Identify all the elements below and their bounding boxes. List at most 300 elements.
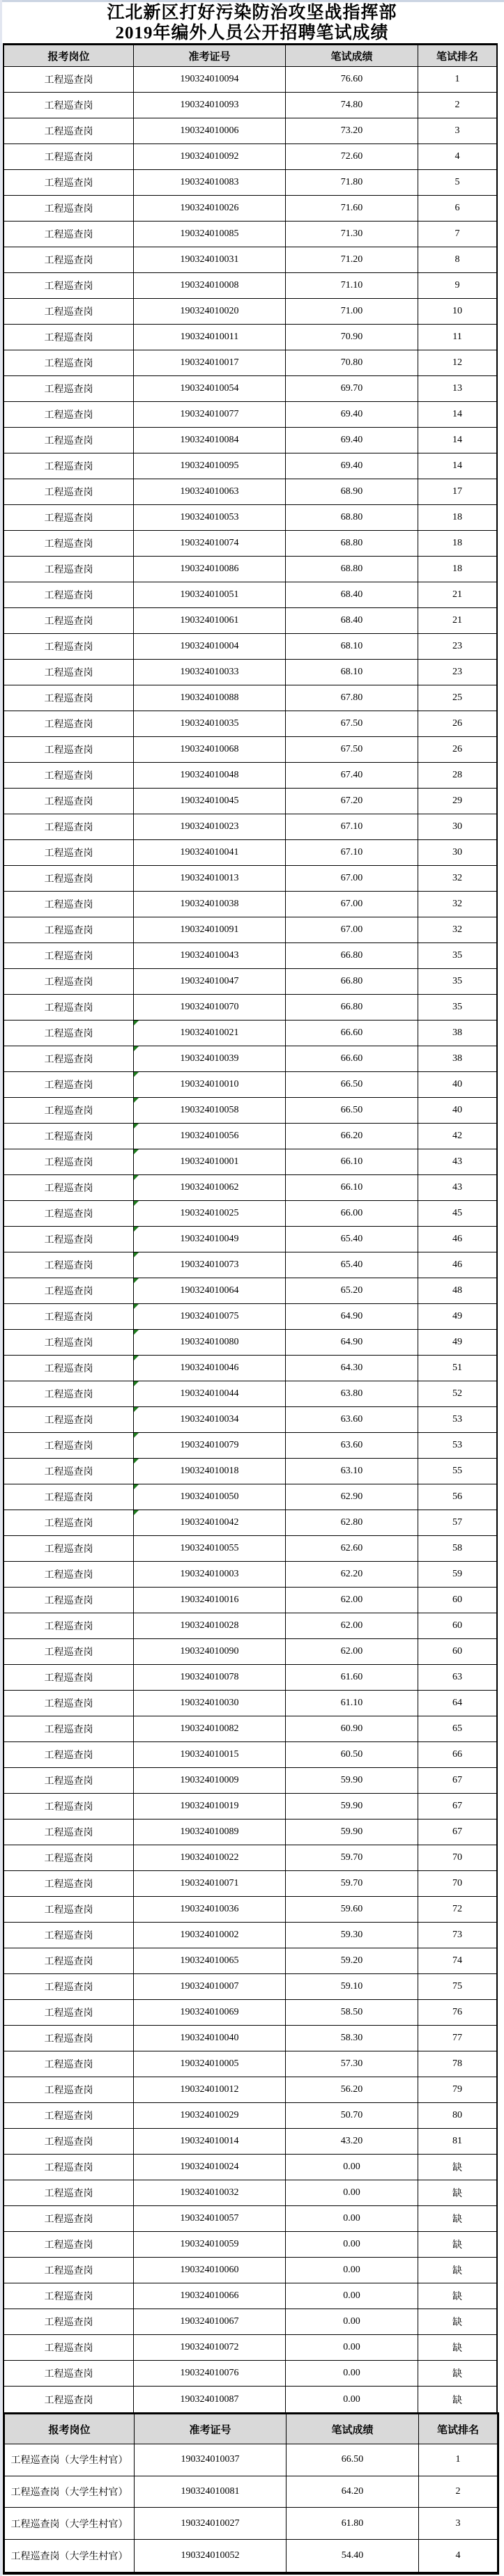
cell-position: 工程巡查岗 xyxy=(4,1330,134,1355)
cell-score: 0.00 xyxy=(286,2180,418,2205)
cell-ticket-number: 190324010061 xyxy=(134,608,286,633)
cell-ticket-number: 190324010047 xyxy=(134,969,286,994)
cell-ticket-number: 190324010029 xyxy=(134,2103,286,2128)
cell-ticket-number: 190324010060 xyxy=(134,2258,286,2283)
table-row xyxy=(4,170,496,196)
cell-rank: 60 xyxy=(452,1620,462,1631)
cell-rank: 66 xyxy=(452,1749,462,1760)
cell-score: 0.00 xyxy=(286,2387,418,2412)
cell-ticket-number: 190324010036 xyxy=(134,1897,286,1922)
cell-ticket-number: 190324010021 xyxy=(134,1021,286,1046)
cell-score: 59.60 xyxy=(286,1897,418,1922)
cell-ticket-number: 190324010012 xyxy=(134,2077,286,2102)
table-row xyxy=(4,1149,496,1175)
table-row xyxy=(4,222,496,247)
cell-position: 工程巡查岗 xyxy=(4,1072,134,1097)
cell-position: 工程巡查岗 xyxy=(4,196,134,221)
cell-position: 工程巡查岗 xyxy=(4,2232,134,2257)
cell-rank: 58 xyxy=(452,1543,462,1553)
table-row xyxy=(4,2258,496,2283)
cell-rank: 2 xyxy=(455,2486,461,2497)
cell-score: 0.00 xyxy=(286,2361,418,2386)
cell-score: 0.00 xyxy=(286,2232,418,2257)
cell-score: 71.20 xyxy=(286,247,418,272)
cell-position: 工程巡查岗 xyxy=(4,1613,134,1638)
cell-position: 工程巡查岗 xyxy=(4,2051,134,2077)
cell-score: 60.90 xyxy=(286,1716,418,1741)
cell-rank: 25 xyxy=(452,692,462,703)
title-line-2: 2019年编外人员公开招聘笔试成绩 xyxy=(115,24,389,42)
cell-position: 工程巡查岗 xyxy=(4,737,134,762)
cell-rank: 3 xyxy=(455,2517,461,2529)
cell-ticket-number: 190324010086 xyxy=(134,557,286,582)
table-row xyxy=(4,2361,496,2387)
table-row xyxy=(4,93,496,118)
cell-position: 工程巡查岗 xyxy=(4,1098,134,1123)
table-row xyxy=(4,376,496,402)
cell-error-indicator-icon xyxy=(134,1227,139,1232)
cell-ticket-number: 190324010020 xyxy=(134,299,286,324)
cell-rank: 4 xyxy=(455,2550,461,2561)
cell-score: 66.00 xyxy=(286,1201,418,1226)
cell-score: 54.40 xyxy=(287,2540,419,2572)
table-row xyxy=(4,1897,496,1923)
cell-position: 工程巡查岗 xyxy=(4,1510,134,1535)
table-row xyxy=(4,2155,496,2180)
cell-position: 工程巡查岗 xyxy=(4,479,134,504)
table-row xyxy=(5,2444,497,2476)
title-line-1: 江北新区打好污染防治攻坚战指挥部 xyxy=(107,3,397,22)
cell-score: 67.00 xyxy=(286,866,418,891)
cell-score: 67.20 xyxy=(286,789,418,814)
cell-score: 64.90 xyxy=(286,1304,418,1329)
cell-score: 66.80 xyxy=(286,969,418,994)
cell-rank: 缺 xyxy=(452,2189,462,2199)
cell-position: 工程巡查岗 xyxy=(4,582,134,607)
cell-rank: 56 xyxy=(452,1491,462,1502)
cell-position: 工程巡查岗 xyxy=(4,2335,134,2360)
cell-rank: 5 xyxy=(455,177,460,187)
cell-ticket-number: 190324010092 xyxy=(134,144,286,169)
cell-rank: 缺 xyxy=(452,2163,462,2173)
cell-score: 64.30 xyxy=(286,1356,418,1381)
table-row xyxy=(4,1871,496,1897)
cell-score: 67.40 xyxy=(286,763,418,788)
cell-position: 工程巡查岗 xyxy=(4,1948,134,1973)
table-row xyxy=(4,1407,496,1433)
cell-score: 68.40 xyxy=(286,582,418,607)
cell-ticket-number: 190324010038 xyxy=(134,892,286,917)
cell-ticket-number: 190324010043 xyxy=(134,943,286,968)
table-row xyxy=(4,1459,496,1484)
cell-position: 工程巡查岗（大学生村官） xyxy=(5,2508,135,2539)
cell-error-indicator-icon xyxy=(134,1484,139,1489)
cell-position: 工程巡查岗（大学生村官） xyxy=(5,2444,135,2476)
table-row xyxy=(4,1923,496,1948)
cell-position: 工程巡查岗 xyxy=(4,453,134,479)
cell-ticket-number: 190324010078 xyxy=(134,1665,286,1690)
cell-position: 工程巡查岗 xyxy=(4,1021,134,1046)
cell-rank: 38 xyxy=(452,1053,462,1064)
cell-rank: 46 xyxy=(452,1259,462,1270)
cell-score: 72.60 xyxy=(286,144,418,169)
table-row xyxy=(4,2283,496,2309)
cell-position: 工程巡查岗 xyxy=(4,917,134,942)
cell-score: 69.40 xyxy=(286,453,418,479)
cell-rank: 40 xyxy=(452,1079,462,1089)
cell-rank: 53 xyxy=(452,1414,462,1425)
cell-position: 工程巡查岗 xyxy=(4,660,134,685)
cell-error-indicator-icon xyxy=(134,1459,139,1464)
cell-ticket-number: 190324010032 xyxy=(134,2180,286,2205)
cell-error-indicator-icon xyxy=(134,1330,139,1335)
cell-score: 63.80 xyxy=(286,1381,418,1406)
cell-rank: 21 xyxy=(452,589,462,600)
table-row xyxy=(4,1691,496,1716)
cell-ticket-number: 190324010009 xyxy=(134,1768,286,1793)
table-row xyxy=(4,2180,496,2206)
cell-score: 59.90 xyxy=(286,1794,418,1819)
cell-rank: 67 xyxy=(452,1826,462,1837)
table-row xyxy=(5,2476,497,2508)
cell-position: 工程巡查岗 xyxy=(4,608,134,633)
cell-score: 0.00 xyxy=(286,2283,418,2309)
cell-error-indicator-icon xyxy=(134,1175,139,1180)
cell-ticket-number: 190324010046 xyxy=(134,1356,286,1381)
cell-score: 66.50 xyxy=(287,2444,419,2476)
cell-score: 62.80 xyxy=(286,1510,418,1535)
cell-position: 工程巡查岗 xyxy=(4,325,134,350)
cell-score: 65.40 xyxy=(286,1252,418,1278)
cell-rank: 缺 xyxy=(452,2395,462,2406)
table-row xyxy=(4,1046,496,1072)
cell-position: 工程巡查岗 xyxy=(4,531,134,556)
cell-position: 工程巡查岗 xyxy=(4,711,134,736)
cell-score: 59.90 xyxy=(286,1768,418,1793)
cell-rank: 13 xyxy=(452,383,462,394)
cell-score: 68.80 xyxy=(286,557,418,582)
cell-position: 工程巡查岗 xyxy=(4,1175,134,1200)
cell-position: 工程巡查岗 xyxy=(4,685,134,711)
cell-position: 工程巡查岗 xyxy=(4,1639,134,1664)
cell-rank: 11 xyxy=(452,332,462,342)
cell-ticket-number: 190324010016 xyxy=(134,1588,286,1613)
cell-rank: 1 xyxy=(455,74,460,84)
cell-position: 工程巡查岗（大学生村官） xyxy=(5,2476,135,2508)
cell-rank: 缺 xyxy=(452,2343,462,2354)
cell-score: 61.60 xyxy=(286,1665,418,1690)
cell-rank: 缺 xyxy=(452,2240,462,2251)
cell-position: 工程巡查岗 xyxy=(4,2026,134,2051)
table-row xyxy=(4,196,496,222)
table-row xyxy=(4,608,496,634)
cell-score: 0.00 xyxy=(286,2335,418,2360)
cell-ticket-number: 190324010083 xyxy=(134,170,286,195)
cell-ticket-number: 190324010063 xyxy=(134,479,286,504)
cell-ticket-number: 190324010003 xyxy=(134,1562,286,1587)
cell-rank: 49 xyxy=(452,1337,462,1347)
cell-position: 工程巡查岗 xyxy=(4,995,134,1020)
cell-ticket-number: 190324010027 xyxy=(135,2508,287,2539)
table-row xyxy=(4,943,496,969)
page-title xyxy=(0,3,504,43)
cell-rank: 17 xyxy=(452,486,462,497)
table-row xyxy=(4,2309,496,2335)
cell-position: 工程巡查岗 xyxy=(4,350,134,375)
cell-position: 工程巡查岗 xyxy=(4,763,134,788)
cell-rank: 32 xyxy=(452,899,462,909)
cell-ticket-number: 190324010085 xyxy=(134,222,286,247)
cell-rank: 6 xyxy=(455,203,460,213)
cell-position: 工程巡查岗 xyxy=(4,505,134,530)
table-row xyxy=(4,789,496,814)
cell-ticket-number: 190324010017 xyxy=(134,350,286,375)
cell-position: 工程巡查岗 xyxy=(4,969,134,994)
cell-rank: 32 xyxy=(452,924,462,935)
table-row xyxy=(4,892,496,917)
table-row xyxy=(4,1175,496,1201)
cell-position: 工程巡查岗 xyxy=(4,1820,134,1845)
cell-ticket-number: 190324010093 xyxy=(134,93,286,118)
cell-score: 68.10 xyxy=(286,660,418,685)
cell-ticket-number: 190324010019 xyxy=(134,1794,286,1819)
cell-rank: 48 xyxy=(452,1285,462,1296)
cell-score: 70.80 xyxy=(286,350,418,375)
cell-ticket-number: 190324010004 xyxy=(134,634,286,659)
cell-position: 工程巡查岗 xyxy=(4,1484,134,1510)
table-row xyxy=(4,1845,496,1871)
cell-rank: 64 xyxy=(452,1698,462,1708)
table-row xyxy=(4,737,496,763)
cell-rank: 70 xyxy=(452,1852,462,1863)
table-row xyxy=(4,1201,496,1227)
cell-score: 62.60 xyxy=(286,1536,418,1561)
cell-position: 工程巡查岗 xyxy=(4,1201,134,1226)
cell-score: 71.60 xyxy=(286,196,418,221)
cell-position: 工程巡查岗 xyxy=(4,866,134,891)
cell-score: 63.60 xyxy=(286,1407,418,1432)
cell-ticket-number: 190324010076 xyxy=(134,2361,286,2386)
results-table-village-officials xyxy=(3,2412,499,2575)
cell-position: 工程巡查岗 xyxy=(4,1124,134,1149)
cell-rank: 46 xyxy=(452,1234,462,1244)
cell-rank: 52 xyxy=(452,1388,462,1399)
table-row xyxy=(4,1794,496,1820)
table-row xyxy=(4,453,496,479)
table-row xyxy=(4,917,496,943)
cell-score: 59.90 xyxy=(286,1820,418,1845)
cell-rank: 67 xyxy=(452,1775,462,1785)
table-row xyxy=(4,2051,496,2077)
cell-score: 67.10 xyxy=(286,814,418,839)
cell-score: 56.20 xyxy=(286,2077,418,2102)
cell-position: 工程巡查岗 xyxy=(4,2361,134,2386)
cell-rank: 28 xyxy=(452,770,462,780)
cell-score: 69.40 xyxy=(286,428,418,453)
cell-ticket-number: 190324010031 xyxy=(134,247,286,272)
cell-ticket-number: 190324010056 xyxy=(134,1124,286,1149)
cell-position: 工程巡查岗 xyxy=(4,273,134,298)
cell-rank: 35 xyxy=(452,1002,462,1012)
cell-ticket-number: 190324010088 xyxy=(134,685,286,711)
cell-rank: 76 xyxy=(452,2007,462,2017)
cell-ticket-number: 190324010073 xyxy=(134,1252,286,1278)
cell-score: 58.30 xyxy=(286,2026,418,2051)
cell-rank: 缺 xyxy=(452,2292,462,2302)
cell-position: 工程巡查岗 xyxy=(4,2129,134,2154)
cell-ticket-number: 190324010095 xyxy=(134,453,286,479)
cell-rank: 60 xyxy=(452,1646,462,1656)
cell-rank: 55 xyxy=(452,1466,462,1476)
table-row xyxy=(4,1252,496,1278)
cell-rank: 70 xyxy=(452,1878,462,1888)
cell-position: 工程巡查岗 xyxy=(4,814,134,839)
header-score: 笔试成绩 xyxy=(287,2414,419,2444)
cell-score: 71.80 xyxy=(286,170,418,195)
cell-rank: 74 xyxy=(452,1955,462,1966)
cell-position: 工程巡查岗 xyxy=(4,1433,134,1458)
cell-rank: 43 xyxy=(452,1182,462,1193)
cell-score: 59.30 xyxy=(286,1923,418,1948)
cell-score: 0.00 xyxy=(286,2155,418,2180)
cell-score: 59.20 xyxy=(286,1948,418,1973)
header-position: 报考岗位 xyxy=(4,45,134,66)
cell-ticket-number: 190324010087 xyxy=(134,2387,286,2412)
cell-rank: 53 xyxy=(452,1440,462,1450)
table-row xyxy=(4,350,496,376)
cell-rank: 75 xyxy=(452,1981,462,1992)
cell-rank: 30 xyxy=(452,821,462,832)
table-header-row xyxy=(4,45,496,67)
cell-ticket-number: 190324010034 xyxy=(134,1407,286,1432)
cell-error-indicator-icon xyxy=(134,1278,139,1283)
cell-score: 0.00 xyxy=(286,2206,418,2231)
cell-error-indicator-icon xyxy=(134,1510,139,1515)
cell-rank: 67 xyxy=(452,1801,462,1811)
cell-rank: 14 xyxy=(452,435,462,445)
cell-rank: 缺 xyxy=(452,2266,462,2276)
cell-position: 工程巡查岗 xyxy=(4,2180,134,2205)
cell-score: 66.80 xyxy=(286,943,418,968)
cell-rank: 29 xyxy=(452,796,462,806)
cell-score: 62.00 xyxy=(286,1613,418,1638)
table-row xyxy=(5,2508,497,2540)
cell-position: 工程巡查岗 xyxy=(4,1149,134,1174)
table-row xyxy=(4,2232,496,2258)
cell-ticket-number: 190324010058 xyxy=(134,1098,286,1123)
table-row xyxy=(4,1562,496,1588)
cell-score: 73.20 xyxy=(286,118,418,143)
cell-error-indicator-icon xyxy=(134,1046,139,1051)
cell-score: 63.10 xyxy=(286,1459,418,1484)
results-table-main xyxy=(3,43,498,2412)
cell-position: 工程巡查岗 xyxy=(4,1562,134,1587)
cell-rank: 65 xyxy=(452,1723,462,1734)
cell-ticket-number: 190324010018 xyxy=(134,1459,286,1484)
cell-position: 工程巡查岗 xyxy=(4,2206,134,2231)
cell-rank: 60 xyxy=(452,1595,462,1605)
table-row xyxy=(4,1304,496,1330)
header-ticket-number: 准考证号 xyxy=(134,45,286,66)
cell-ticket-number: 190324010015 xyxy=(134,1742,286,1767)
cell-rank: 1 xyxy=(455,2454,461,2465)
table-row xyxy=(4,685,496,711)
cell-position: 工程巡查岗 xyxy=(4,1716,134,1741)
cell-position: 工程巡查岗 xyxy=(4,1665,134,1690)
cell-ticket-number: 190324010066 xyxy=(134,2283,286,2309)
cell-score: 66.80 xyxy=(286,995,418,1020)
cell-score: 64.90 xyxy=(286,1330,418,1355)
cell-error-indicator-icon xyxy=(134,1201,139,1206)
cell-score: 58.50 xyxy=(286,2000,418,2025)
cell-ticket-number: 190324010033 xyxy=(134,660,286,685)
table-row xyxy=(4,273,496,299)
table-row xyxy=(4,1124,496,1149)
cell-ticket-number: 190324010079 xyxy=(134,1433,286,1458)
table-row xyxy=(4,1433,496,1459)
cell-score: 71.10 xyxy=(286,273,418,298)
cell-ticket-number: 190324010002 xyxy=(134,1923,286,1948)
cell-ticket-number: 190324010001 xyxy=(134,1149,286,1174)
cell-rank: 2 xyxy=(455,100,460,110)
table-row xyxy=(4,325,496,350)
cell-rank: 32 xyxy=(452,873,462,883)
cell-rank: 12 xyxy=(452,357,462,368)
table-row xyxy=(4,1330,496,1356)
cell-ticket-number: 190324010062 xyxy=(134,1175,286,1200)
cell-score: 62.20 xyxy=(286,1562,418,1587)
cell-score: 76.60 xyxy=(286,67,418,92)
cell-position: 工程巡查岗 xyxy=(4,2387,134,2412)
cell-rank: 51 xyxy=(452,1363,462,1373)
table-body xyxy=(5,2444,497,2572)
cell-ticket-number: 190324010040 xyxy=(134,2026,286,2051)
cell-score: 68.40 xyxy=(286,608,418,633)
page-edge-left xyxy=(0,0,2,2576)
cell-ticket-number: 190324010042 xyxy=(134,1510,286,1535)
cell-rank: 4 xyxy=(455,151,460,162)
cell-ticket-number: 190324010081 xyxy=(135,2476,287,2508)
cell-score: 61.80 xyxy=(287,2508,419,2539)
cell-score: 59.70 xyxy=(286,1871,418,1896)
table-row xyxy=(4,840,496,866)
cell-ticket-number: 190324010037 xyxy=(135,2444,287,2476)
cell-position: 工程巡查岗 xyxy=(4,789,134,814)
cell-ticket-number: 190324010030 xyxy=(134,1691,286,1716)
table-row xyxy=(4,1227,496,1252)
cell-ticket-number: 190324010071 xyxy=(134,1871,286,1896)
cell-ticket-number: 190324010080 xyxy=(134,1330,286,1355)
cell-position: 工程巡查岗 xyxy=(4,93,134,118)
cell-ticket-number: 190324010023 xyxy=(134,814,286,839)
cell-score: 43.20 xyxy=(286,2129,418,2154)
cell-ticket-number: 190324010091 xyxy=(134,917,286,942)
cell-position: 工程巡查岗 xyxy=(4,943,134,968)
cell-rank: 45 xyxy=(452,1208,462,1218)
table-row xyxy=(4,1613,496,1639)
cell-error-indicator-icon xyxy=(134,1304,139,1309)
cell-rank: 81 xyxy=(452,2136,462,2146)
cell-score: 70.90 xyxy=(286,325,418,350)
cell-position: 工程巡查岗 xyxy=(4,1252,134,1278)
cell-ticket-number: 190324010028 xyxy=(134,1613,286,1638)
cell-score: 62.00 xyxy=(286,1639,418,1664)
cell-ticket-number: 190324010026 xyxy=(134,196,286,221)
cell-position: 工程巡查岗 xyxy=(4,892,134,917)
table-row xyxy=(4,1484,496,1510)
cell-score: 67.10 xyxy=(286,840,418,865)
table-row xyxy=(4,2000,496,2026)
